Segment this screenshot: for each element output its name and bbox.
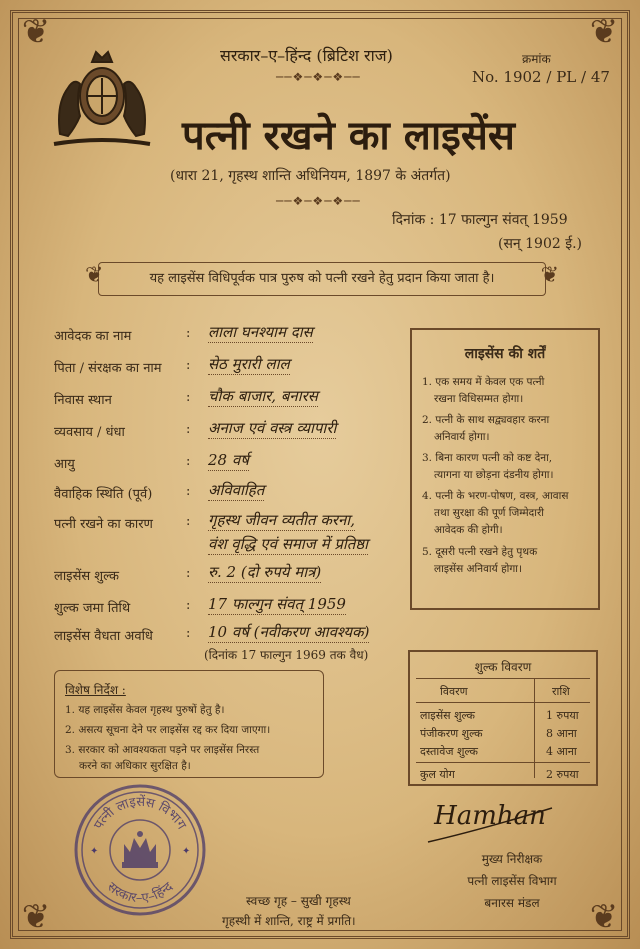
field-value: लाला घनश्याम दास bbox=[208, 323, 313, 341]
fee-col-header: विवरण bbox=[440, 685, 468, 698]
fee-item: लाइसेंस शुल्क bbox=[420, 709, 475, 722]
colon: : bbox=[186, 358, 191, 373]
term-item: 5. दूसरी पत्नी रखने हेतु पृथक लाइसेंस अनिवार्य होगा। bbox=[422, 546, 538, 575]
fee-item: पंजीकरण शुल्क bbox=[420, 727, 483, 740]
colon: : bbox=[186, 484, 191, 499]
terms-box bbox=[410, 328, 600, 610]
field-label: वैवाहिक स्थिति (पूर्व) bbox=[54, 487, 153, 502]
signatory-division: बनारस मंडल bbox=[484, 896, 540, 910]
term-item: 2. पत्नी के साथ सद्व्यवहार करना अनिवार्य होगा। bbox=[422, 414, 550, 443]
footer-motto: स्वच्छ गृह – सुखी गृहस्थ bbox=[246, 894, 351, 908]
field-label: व्यवसाय / धंधा bbox=[54, 425, 125, 440]
special-title: विशेष निर्देश : bbox=[65, 683, 126, 697]
colon: : bbox=[186, 390, 191, 405]
special-item: 1. यह लाइसेंस केवल गृहस्थ पुरुषों हेतु है। bbox=[65, 704, 225, 716]
colon: : bbox=[186, 626, 191, 641]
field-label: शुल्क जमा तिथि bbox=[54, 601, 131, 616]
government-line: सरकार–ए–हिंन्द (ब्रिटिश राज) bbox=[220, 46, 393, 65]
department-seal-icon bbox=[72, 782, 208, 918]
fee-total-label: कुल योग bbox=[420, 768, 455, 781]
colon: : bbox=[186, 326, 191, 341]
field-label: आवेदक का नाम bbox=[54, 329, 132, 344]
fee-amount: 1 रुपया bbox=[546, 709, 579, 722]
fee-title: शुल्क विवरण bbox=[474, 660, 532, 674]
svg-text:पत्नी लाइसेंस विभाग bbox=[91, 794, 189, 833]
term-item: 3. बिना कारण पत्नी को कष्ट देना, त्यागना या छोड़ना दंडनीय होगा। bbox=[422, 452, 554, 481]
ornament-divider: ──❖─❖─❖── bbox=[276, 194, 361, 208]
field-label: आयु bbox=[54, 457, 75, 472]
ornament-divider: ──❖─❖─❖── bbox=[276, 70, 361, 84]
colon: : bbox=[186, 598, 191, 613]
serial-label: क्रमांक bbox=[522, 52, 551, 66]
signatory-department: पत्नी लाइसेंस विभाग bbox=[467, 874, 557, 888]
signature-icon bbox=[420, 790, 560, 850]
corner-ornament-icon: ❦ bbox=[589, 12, 619, 52]
field-label: पत्नी रखने का कारण bbox=[54, 517, 153, 532]
banner-text: यह लाइसेंस विधिपूर्वक पात्र पुरुष को पत्नी रखने हेतु प्रदान किया जाता है। bbox=[149, 271, 495, 286]
special-item: 3. सरकार को आवश्यकता पड़ने पर लाइसेंस निरस्त bbox=[65, 744, 260, 756]
seal-bottom-text: सरकार–ए–हिंन्द bbox=[103, 879, 177, 907]
field-label: निवास स्थान bbox=[54, 393, 112, 408]
corner-ornament-icon: ❦ bbox=[21, 12, 51, 52]
field-value-continued: वंश वृद्धि एवं समाज में प्रतिष्ठा bbox=[208, 535, 369, 553]
field-label: लाइसेंस शुल्क bbox=[54, 569, 119, 584]
colon: : bbox=[186, 566, 191, 581]
fee-col-header: राशि bbox=[552, 685, 570, 698]
validity-note: (दिनांक 17 फाल्गुन 1969 तक वैध) bbox=[204, 648, 369, 662]
signatory-title: मुख्य निरीक्षक bbox=[481, 852, 543, 866]
corner-ornament-icon: ❦ bbox=[21, 897, 51, 937]
field-value: रु. 2 (दो रुपये मात्र) bbox=[208, 563, 322, 581]
colon: : bbox=[186, 422, 191, 437]
svg-text:✦: ✦ bbox=[182, 846, 191, 857]
seal-top-text: पत्नी लाइसेंस विभाग bbox=[91, 794, 189, 833]
fee-amount: 4 आना bbox=[546, 745, 577, 758]
field-value: गृहस्थ जीवन व्यतीत करना, bbox=[208, 511, 355, 529]
field-value: 17 फाल्गुन संवत् 1959 bbox=[208, 595, 346, 613]
special-instructions-box bbox=[54, 670, 324, 778]
document-title: पत्नी रखने का लाइसेंस bbox=[182, 112, 515, 159]
issue-date-gregorian: (सन् 1902 ई.) bbox=[498, 236, 583, 252]
field-value: सेठ मुरारी लाल bbox=[208, 355, 290, 373]
document-subtitle: (धारा 21, गृहस्थ शान्ति अधिनियम, 1897 के अंतर्गत) bbox=[170, 168, 451, 184]
special-item: 2. असत्य सूचना देने पर लाइसेंस रद्द कर दिया जाएगा। bbox=[65, 724, 271, 736]
svg-text:✦: ✦ bbox=[90, 846, 99, 857]
issue-date: दिनांक : 17 फाल्गुन संवत् 1959 bbox=[392, 212, 568, 228]
fee-amount: 8 आना bbox=[546, 727, 577, 740]
fee-total-amount: 2 रुपया bbox=[546, 768, 579, 781]
serial-number: No. 1902 / PL / 47 bbox=[472, 68, 610, 86]
scroll-icon: ❦ bbox=[540, 263, 559, 288]
field-label: पिता / संरक्षक का नाम bbox=[54, 361, 162, 376]
term-item: 1. एक समय में केवल एक पत्नी रखना विधिसम्मत होगा। bbox=[422, 376, 545, 405]
field-value: 28 वर्ष bbox=[208, 451, 249, 469]
royal-crest-icon bbox=[46, 44, 158, 156]
colon: : bbox=[186, 514, 191, 529]
fee-details-box bbox=[408, 650, 598, 786]
corner-ornament-icon: ❦ bbox=[589, 897, 619, 937]
term-item: 4. पत्नी के भरण-पोषण, वस्त्र, आवास तथा सुरक्षा की पूर्ण जिम्मेदारी आवेदक की होगी। bbox=[422, 490, 569, 536]
field-value: अविवाहित bbox=[208, 481, 265, 499]
grant-banner bbox=[85, 262, 559, 296]
field-value: चौक बाजार, बनारस bbox=[208, 387, 318, 405]
fee-item: दस्तावेज शुल्क bbox=[420, 745, 478, 758]
field-value: 10 वर्ष (नवीकरण आवश्यक) bbox=[208, 623, 370, 641]
colon: : bbox=[186, 454, 191, 469]
svg-text:Hamhan: Hamhan bbox=[434, 801, 546, 831]
terms-title: लाइसेंस की शर्तें bbox=[464, 346, 546, 362]
field-label: लाइसेंस वैधता अवधि bbox=[54, 629, 153, 644]
scroll-icon: ❦ bbox=[85, 263, 104, 288]
field-value: अनाज एवं वस्त्र व्यापारी bbox=[208, 419, 337, 437]
special-item-continued: करने का अधिकार सुरक्षित है। bbox=[79, 760, 191, 772]
footer-slogan: गृहस्थी में शान्ति, राष्ट्र में प्रगति। bbox=[222, 914, 356, 928]
